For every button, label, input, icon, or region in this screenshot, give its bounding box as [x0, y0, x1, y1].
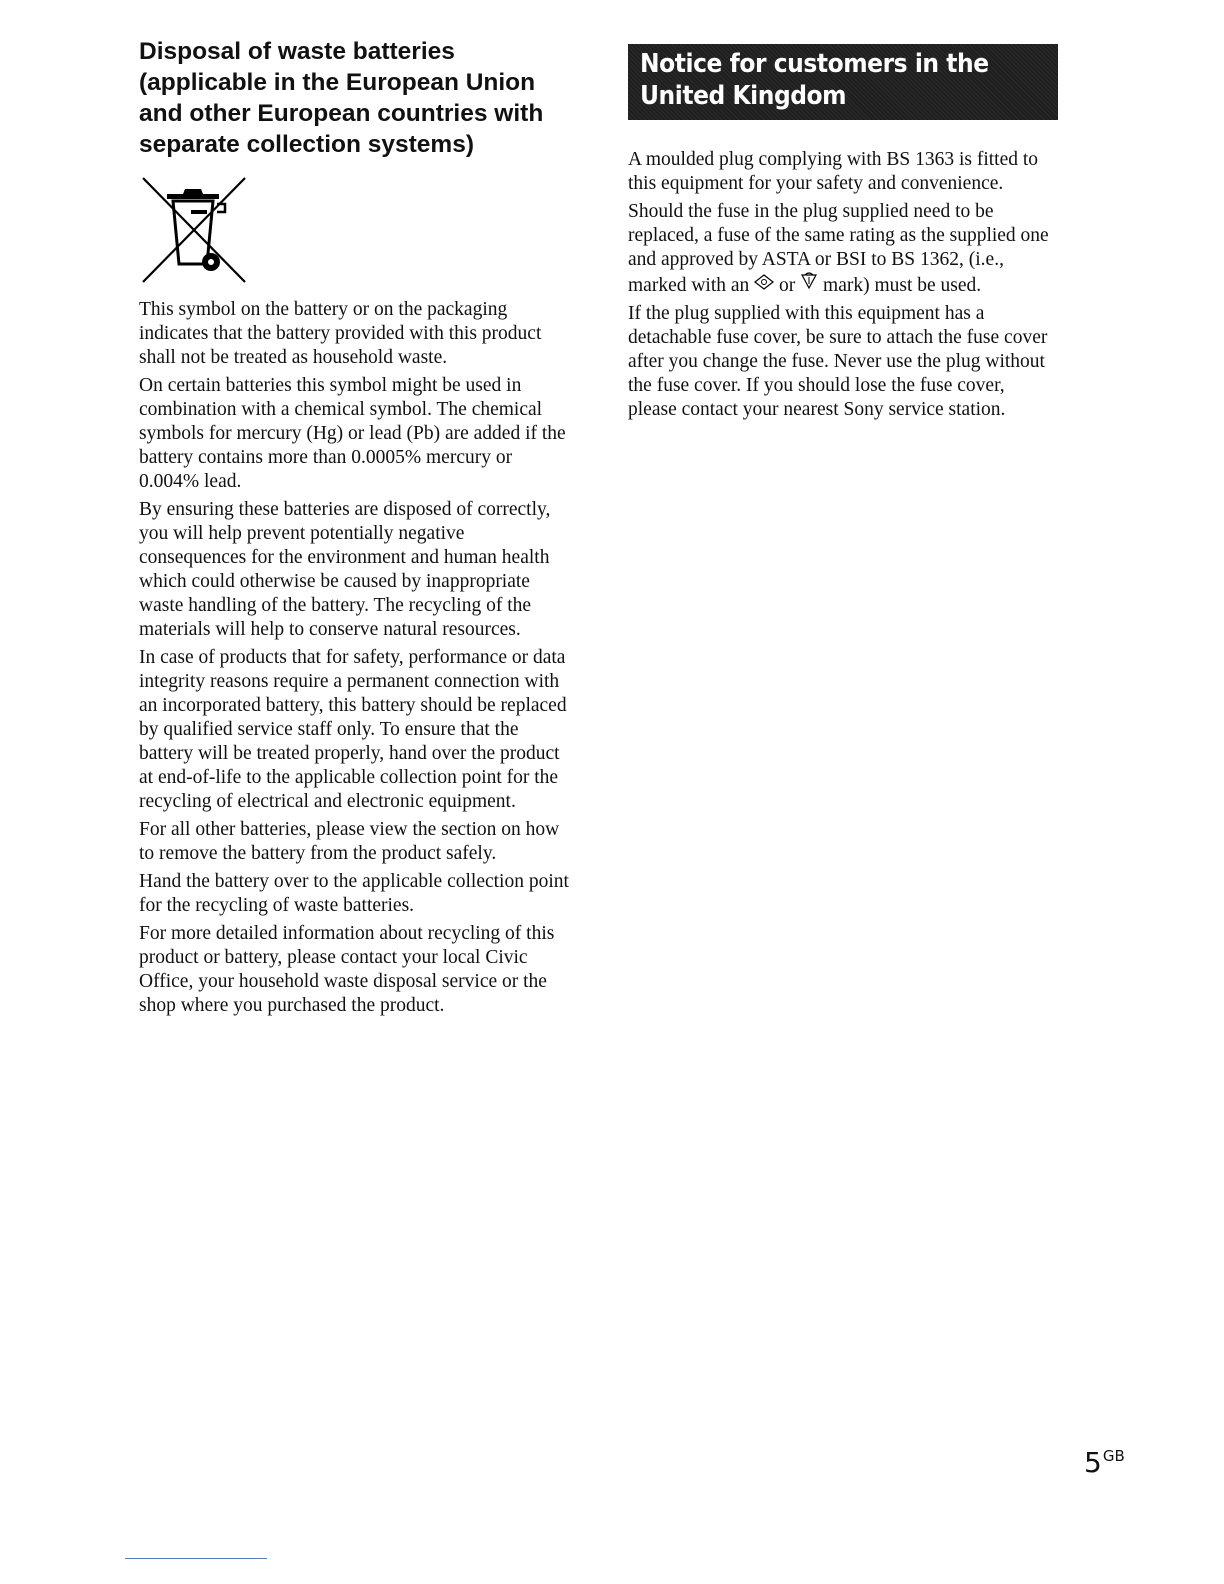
footer-divider — [125, 1558, 267, 1559]
paragraph: Hand the battery over to the applicable collection point for the recycling of waste batteries. — [139, 871, 569, 916]
paragraph: A moulded plug complying with BS 1363 is fitted to this equipment for your safety and convenience. — [628, 149, 1039, 194]
crossed-out-wheeled-bin-icon — [139, 174, 249, 286]
uk-notice-title: Notice for customers in the United Kingdom — [640, 49, 989, 111]
battery-disposal-heading: Disposal of waste batteries (applicable in the European Union and other European countries with separate collection systems) — [139, 38, 544, 158]
paragraph: This symbol on the battery or on the packaging indicates that the battery provided with this product shall not be treated as household waste. — [139, 299, 542, 368]
paragraph: If the plug supplied with this equipment has a detachable fuse cover, be sure to attach the fuse cover after you change the fuse. Never use the plug without the fuse cover. If you should lose the fuse cover, please contact your nearest Sony service station. — [628, 303, 1048, 420]
paragraph-text: Should the fuse in the plug supplied need to be replaced, a fuse of the same rating as the supplied one and approved by ASTA or BSI to BS 1362, (i.e., marked with an — [628, 201, 1049, 296]
uk-notice-section — [628, 44, 1058, 426]
battery-disposal-body — [139, 298, 571, 1018]
paragraph — [628, 200, 1058, 298]
page-number-suffix: GB — [1102, 1447, 1125, 1465]
paragraph: For more detailed information about recycling of this product or battery, please contact your local Civic Office, your household waste disposal service or the shop where you purchased the product. — [139, 923, 555, 1016]
page-number — [1084, 1446, 1125, 1479]
bsi-kitemark-icon — [800, 272, 818, 297]
paragraph-text: mark) must be used. — [818, 275, 982, 296]
asta-mark-icon — [754, 273, 774, 297]
uk-notice-body — [628, 148, 1058, 422]
paragraph-text: or — [774, 275, 801, 296]
paragraph: In case of products that for safety, performance or data integrity reasons require a permanent connection with an incorporated battery, this battery should be replaced by qualified service staff only. To ensure that the battery will be treated properly, hand over the product at end-of-life to the applicable collection point for the recycling of electrical and electronic equipment. — [139, 647, 567, 812]
battery-disposal-section — [139, 36, 571, 1022]
page-number-value: 5 — [1084, 1446, 1102, 1479]
paragraph: By ensuring these batteries are disposed of correctly, you will help prevent potentially negative consequences for the environment and human health which could otherwise be caused by inappropriate waste handling of the battery. The recycling of the materials will help to conserve natural resources. — [139, 499, 551, 640]
paragraph: For all other batteries, please view the section on how to remove the battery from the product safely. — [139, 819, 560, 864]
uk-notice-banner — [628, 44, 1058, 120]
paragraph: On certain batteries this symbol might be used in combination with a chemical symbol. The chemical symbols for mercury (Hg) or lead (Pb) are added if the battery contains more than 0.0005% mercury or 0.004% lead. — [139, 375, 566, 492]
